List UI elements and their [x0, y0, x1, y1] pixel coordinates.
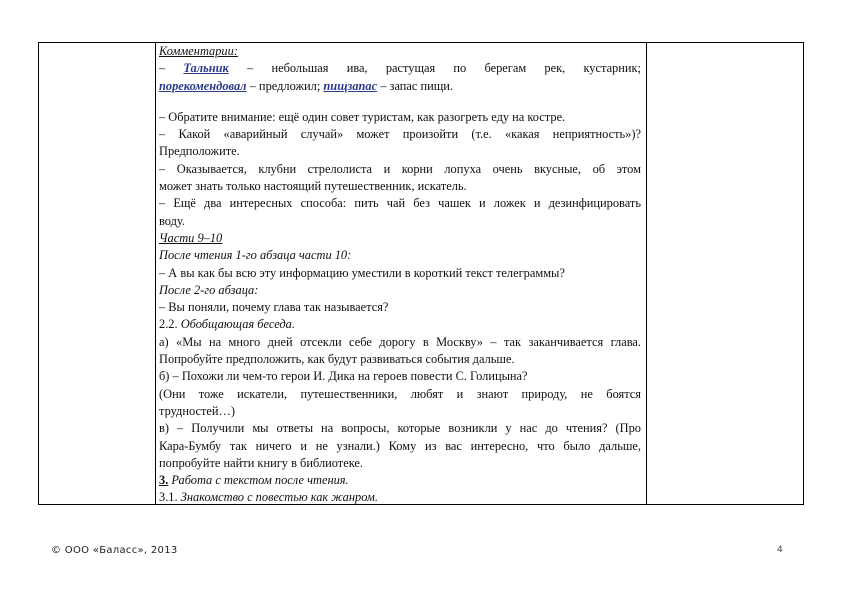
text-line: – Обратите внимание: ещё один совет туристам, как разогреть еду на костре. — [159, 109, 566, 124]
section-title: Знакомство с повестью как жанром. — [180, 490, 378, 505]
section-3-1-heading — [159, 489, 641, 506]
lesson-text-cell — [159, 43, 641, 507]
footer-copyright: © ООО «Баласс», 2013 — [51, 545, 178, 556]
glossary-term-pishchzapas: пищзапас — [323, 78, 378, 93]
text-line: в) – Получили мы ответы на вопросы, которые возникли у нас до чтения? (Про — [159, 421, 641, 436]
page-number: 4 — [777, 545, 783, 555]
glossary-def-talnik: – небольшая ива, растущая по берегам рек, кустарник; — [247, 61, 641, 76]
section-number: 3.1. — [159, 490, 178, 505]
section-title: Обобщающая беседа. — [180, 317, 295, 332]
section-3-heading — [159, 472, 641, 489]
text-line: – Ещё два интересных способа: пить чай без чашек и ложек и дезинфицировать — [159, 196, 641, 211]
text-line: а) «Мы на много дней отсекли себе дорогу в Москву» – так заканчивается глава. — [159, 334, 641, 349]
glossary-line-1 — [159, 60, 641, 77]
text-line: воду. — [159, 213, 185, 228]
text-line: Попробуйте предположить, как будут развиваться события дальше. — [159, 352, 515, 367]
section-title: Работа с текстом после чтения. — [171, 473, 349, 488]
column-divider-left — [155, 43, 156, 504]
text-line: попробуйте найти книгу в библиотеке. — [159, 455, 364, 470]
column-divider-right — [646, 43, 647, 504]
text-line: б) – Похожи ли чем-то герои И. Дика на героев повести С. Голицына? — [159, 369, 528, 384]
glossary-def-pishchzapas: – запас пищи. — [380, 78, 454, 93]
text-line: – А вы как бы всю эту информацию уместили в короткий текст телеграммы? — [159, 265, 565, 280]
glossary-term-porekomendoval: порекомендовал — [159, 78, 247, 93]
text-line: – Вы поняли, почему глава так называется? — [159, 300, 389, 315]
spacer — [159, 95, 641, 109]
comments-heading: Комментарии: — [159, 44, 238, 58]
glossary-dash: – — [159, 61, 166, 76]
glossary-term-talnik: Тальник — [183, 61, 229, 76]
text-line: (Они тоже искатели, путешественники, любят и знают природу, не боятся — [159, 386, 641, 401]
parts-label: Части 9–10 — [159, 230, 223, 245]
text-line: трудностей…) — [159, 403, 236, 418]
text-line: – Какой «аварийный случай» может произойти (т.е. «какая неприятность»)? — [159, 127, 641, 142]
text-line: – Оказывается, клубни стрелолиста и корни лопуха очень вкусные, об этом — [159, 161, 641, 176]
glossary-def-porekomendoval: – предложил; — [249, 78, 321, 93]
section-2-2-heading — [159, 316, 641, 333]
glossary-line-2 — [159, 78, 641, 95]
section-number: 3. — [159, 473, 169, 488]
after-second-paragraph-label: После 2-го абзаца: — [159, 282, 259, 297]
text-line: может знать только настоящий путешественник, искатель. — [159, 179, 467, 194]
after-first-paragraph-label: После чтения 1-го абзаца части 10: — [159, 248, 352, 263]
section-number: 2.2. — [159, 317, 178, 332]
text-line: Предположите. — [159, 144, 240, 159]
text-line: Кара-Бумбу так ничего и не узнали.) Кому из вас интересно, что было дальше, — [159, 438, 641, 453]
